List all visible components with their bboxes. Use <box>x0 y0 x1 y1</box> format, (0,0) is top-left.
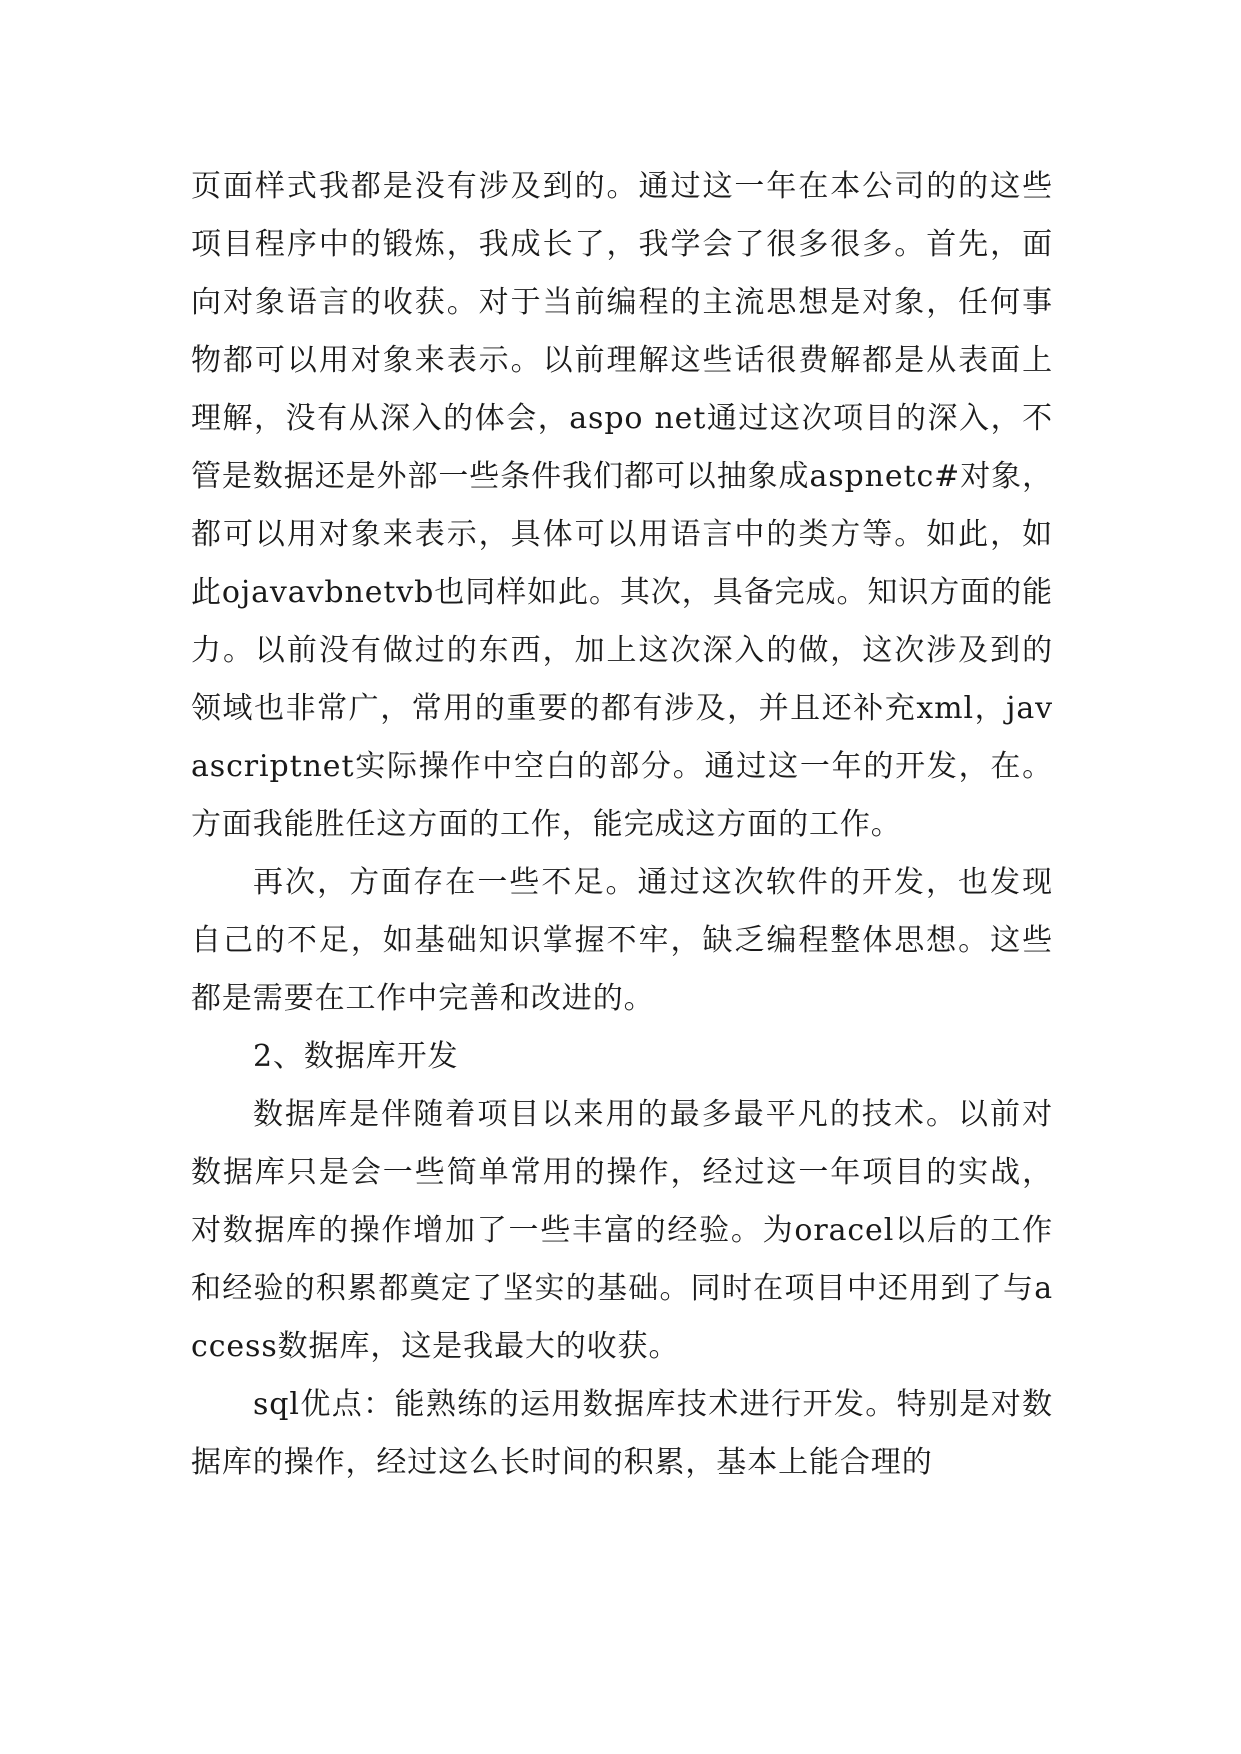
paragraph-oop-gains: 页面样式我都是没有涉及到的。通过这一年在本公司的的这些项目程序中的锻炼，我成长了，我学会了很多很多。首先，面向对象语言的收获。对于当前编程的主流思想是对象，任何事物都可以用对象来表示。以前理解这些话很费解都是从表面上理解，没有从深入的体会，aspo net通过这次项目的深入，不管是数据还是外部一些条件我们都可以抽象成aspnetc#对象，都可以用对象来表示，具体可以用语言中的类方等。如此，如此ojavavbnetvb也同样如此。其次，具备完成。知识方面的能力。以前没有做过的东西，加上这次深入的做，这次涉及到的领域也非常广，常用的重要的都有涉及，并且还补充xml，javascriptnet实际操作中空白的部分。通过这一年的开发，在。方面我能胜任这方面的工作，能完成这方面的工作。 <box>191 169 1053 842</box>
paragraph-shortcomings: 再次，方面存在一些不足。通过这次软件的开发，也发现自己的不足，如基础知识掌握不牢，缺乏编程整体思想。这些都是需要在工作中完善和改进的。 <box>191 865 1053 1016</box>
section-heading-database-development: 2、数据库开发 <box>253 1039 459 1074</box>
paragraph-database-experience: 数据库是伴随着项目以来用的最多最平凡的技术。以前对数据库只是会一些简单常用的操作，经过这一年项目的实战，对数据库的操作增加了一些丰富的经验。为oracel以后的工作和经验的积累都奠定了坚实的基础。同时在项目中还用到了与access数据库，这是我最大的收获。 <box>191 1097 1053 1364</box>
document-page <box>191 158 1053 1492</box>
paragraph-sql-strengths: sql优点：能熟练的运用数据库技术进行开发。特别是对数据库的操作，经过这么长时间的积累，基本上能合理的 <box>191 1387 1053 1480</box>
